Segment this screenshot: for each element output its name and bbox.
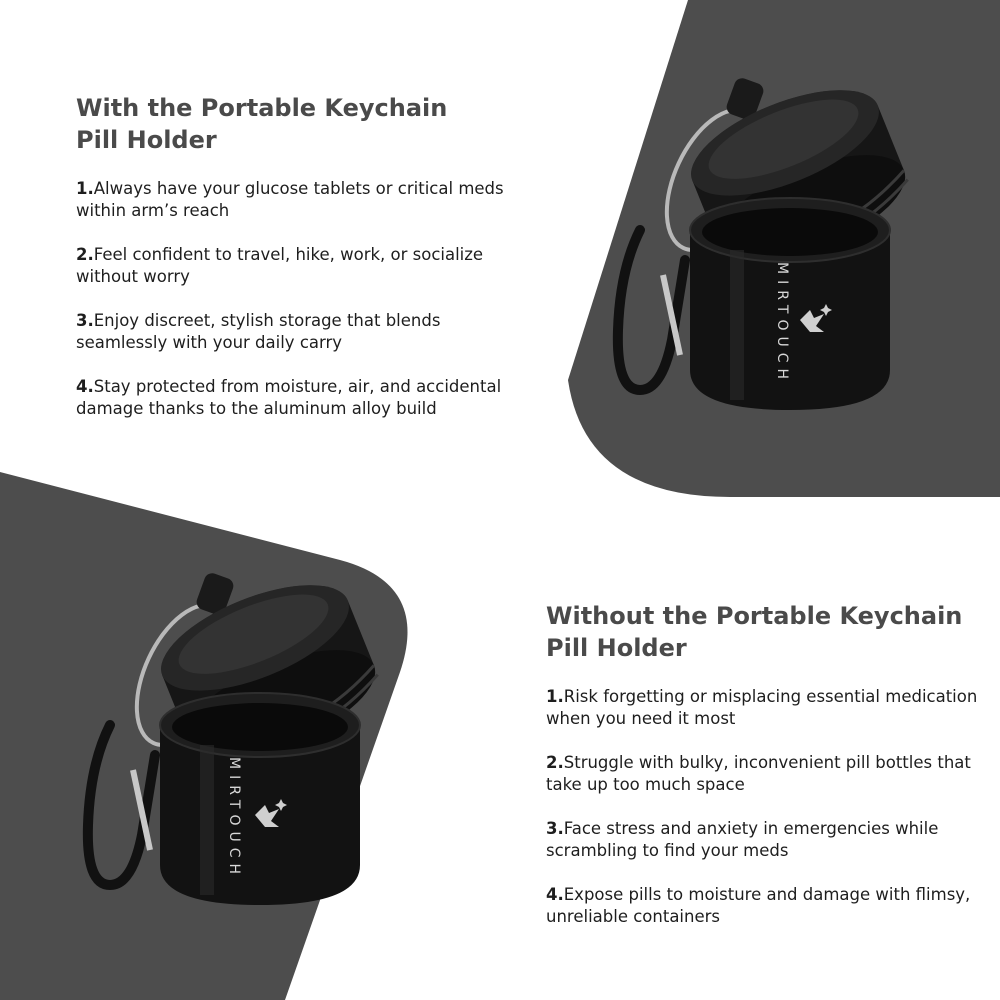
item-number: 1.: [546, 687, 564, 706]
without-heading-line1: Without the Portable Keychain: [546, 602, 963, 630]
item-text: Always have your glucose tablets or critical meds within arm’s reach: [76, 179, 504, 220]
list-item: [546, 884, 986, 928]
item-number: 4.: [546, 885, 564, 904]
with-heading: [76, 92, 516, 156]
without-heading: [546, 600, 986, 664]
item-text: Struggle with bulky, inconvenient pill bottles that take up too much space: [546, 753, 971, 794]
with-benefit-list: [76, 178, 516, 420]
without-section: [546, 600, 986, 928]
item-text: Stay protected from moisture, air, and accidental damage thanks to the aluminum alloy build: [76, 377, 502, 418]
brand-label-top: MIRTOUCH: [774, 262, 790, 386]
without-heading-line2: Pill Holder: [546, 634, 687, 662]
item-text: Risk forgetting or misplacing essential medication when you need it most: [546, 687, 978, 728]
list-item: [76, 376, 516, 420]
pill-holder-image-top: [600, 70, 930, 430]
pill-holder-image-bottom: [70, 565, 400, 925]
list-item: [546, 686, 986, 730]
item-text: Enjoy discreet, stylish storage that blends seamlessly with your daily carry: [76, 311, 441, 352]
item-text: Face stress and anxiety in emergencies while scrambling to find your meds: [546, 819, 939, 860]
with-section: [76, 92, 516, 420]
item-number: 1.: [76, 179, 94, 198]
list-item: [76, 310, 516, 354]
with-heading-line1: With the Portable Keychain: [76, 94, 448, 122]
list-item: [76, 178, 516, 222]
item-number: 3.: [76, 311, 94, 330]
item-number: 2.: [76, 245, 94, 264]
carabiner: [618, 230, 685, 390]
item-number: 4.: [76, 377, 94, 396]
list-item: [546, 752, 986, 796]
list-item: [76, 244, 516, 288]
item-text: Expose pills to moisture and damage with flimsy, unreliable containers: [546, 885, 971, 926]
item-number: 2.: [546, 753, 564, 772]
without-problem-list: [546, 686, 986, 928]
with-heading-line2: Pill Holder: [76, 126, 217, 154]
brand-label-bottom: MIRTOUCH: [226, 757, 242, 881]
item-text: Feel confident to travel, hike, work, or socialize without worry: [76, 245, 484, 286]
list-item: [546, 818, 986, 862]
carabiner: [88, 725, 155, 885]
item-number: 3.: [546, 819, 564, 838]
